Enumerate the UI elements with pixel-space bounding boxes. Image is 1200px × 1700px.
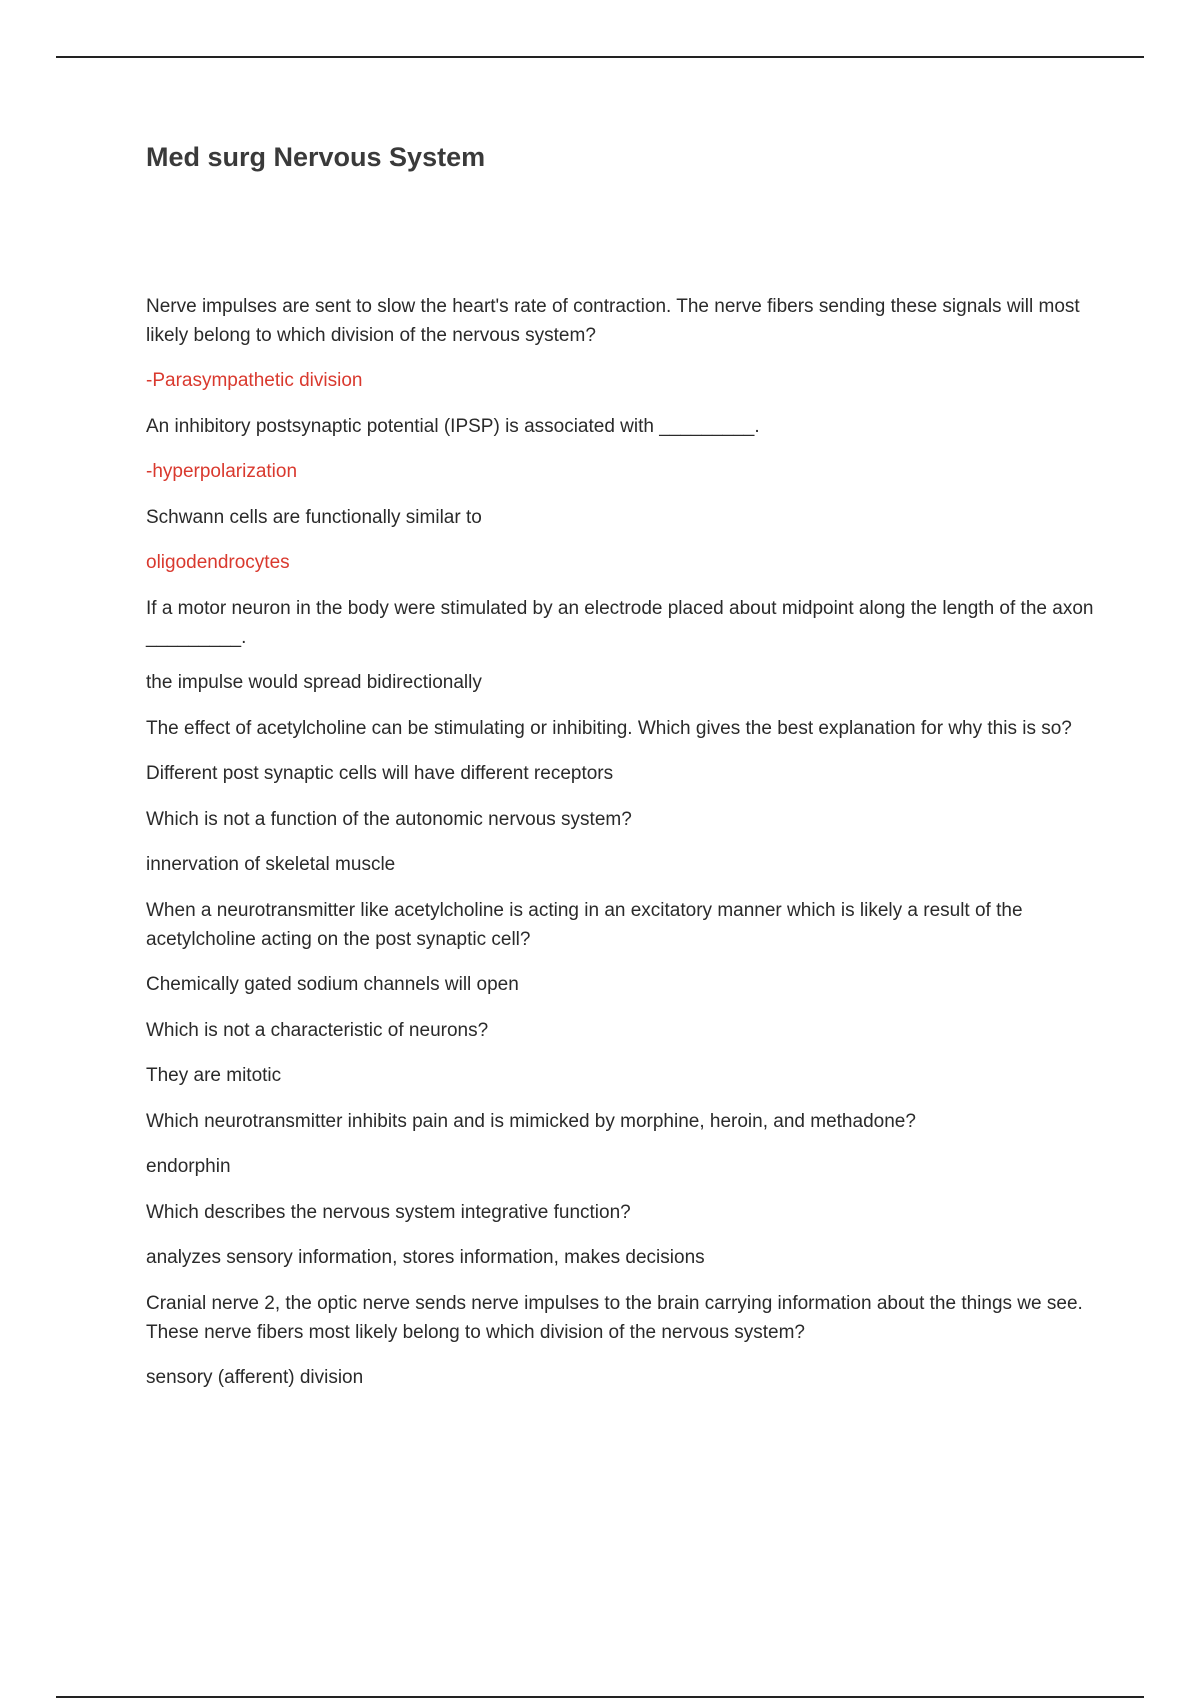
answer-9: endorphin bbox=[146, 1156, 231, 1177]
question-11: Cranial nerve 2, the optic nerve sends nerve impulses to the brain carrying information about the things we see. These nerve fibers most likely belong to which division of the nervous system? bbox=[146, 1293, 1083, 1343]
question-10: Which describes the nervous system integrative function? bbox=[146, 1202, 631, 1223]
question-9: Which neurotransmitter inhibits pain and is mimicked by morphine, heroin, and methadone? bbox=[146, 1111, 916, 1132]
question-6: Which is not a function of the autonomic nervous system? bbox=[146, 809, 632, 830]
answer-4: the impulse would spread bidirectionally bbox=[146, 672, 482, 693]
answer-7: Chemically gated sodium channels will open bbox=[146, 974, 519, 995]
question-4: If a motor neuron in the body were stimulated by an electrode placed about midpoint along the length of the axon _________. bbox=[146, 598, 1094, 648]
question-2: An inhibitory postsynaptic potential (IPSP) is associated with _________. bbox=[146, 416, 760, 437]
answer-3: oligodendrocytes bbox=[146, 552, 290, 573]
document-title: Med surg Nervous System bbox=[146, 142, 486, 172]
answer-11: sensory (afferent) division bbox=[146, 1367, 364, 1388]
answer-5: Different post synaptic cells will have different receptors bbox=[146, 763, 614, 784]
answer-10: analyzes sensory information, stores information, makes decisions bbox=[146, 1247, 705, 1268]
question-8: Which is not a characteristic of neurons? bbox=[146, 1020, 489, 1041]
top-rule bbox=[56, 56, 1144, 58]
answer-2: -hyperpolarization bbox=[146, 461, 298, 482]
question-1: Nerve impulses are sent to slow the heart's rate of contraction. The nerve fibers sending these signals will most likely belong to which division of the nervous system? bbox=[146, 296, 1080, 346]
bottom-rule bbox=[56, 1696, 1144, 1698]
answer-1: -Parasympathetic division bbox=[146, 370, 363, 391]
answer-8: They are mitotic bbox=[146, 1065, 282, 1086]
question-5: The effect of acetylcholine can be stimulating or inhibiting. Which gives the best explanation for why this is so? bbox=[146, 718, 1072, 739]
answer-6: innervation of skeletal muscle bbox=[146, 854, 396, 875]
question-7: When a neurotransmitter like acetylcholine is acting in an excitatory manner which is likely a result of the acetylcholine acting on the post synaptic cell? bbox=[146, 900, 1023, 950]
question-3: Schwann cells are functionally similar to bbox=[146, 507, 482, 528]
qa-list bbox=[146, 292, 1096, 1409]
